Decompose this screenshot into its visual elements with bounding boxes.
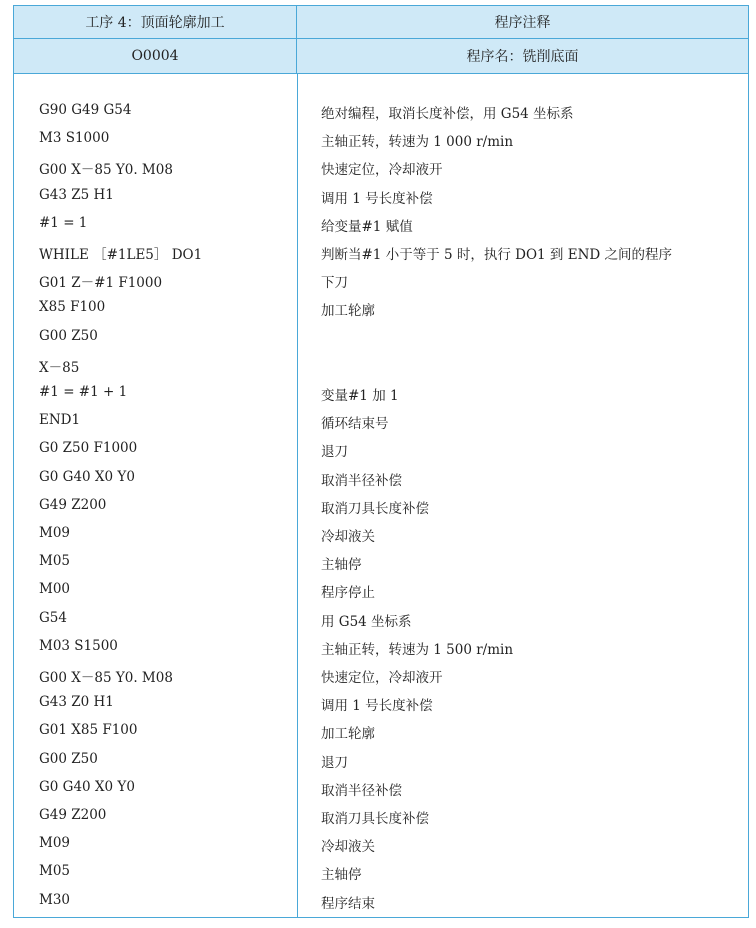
gcode-line: G49 Z200 — [39, 496, 107, 513]
step-title: 工序 4：顶面轮廓加工 — [14, 6, 297, 38]
table-row — [14, 632, 748, 660]
table-row — [14, 660, 748, 688]
code-comment: 冷却液关 — [321, 839, 375, 856]
table-row — [14, 378, 748, 406]
program-table — [13, 5, 749, 918]
code-comment: 退刀 — [321, 754, 348, 771]
table-row — [14, 96, 748, 124]
code-comment: 下刀 — [321, 275, 348, 292]
table-row — [14, 491, 748, 519]
gcode-line: M03 S1500 — [39, 637, 118, 654]
table-row — [14, 745, 748, 773]
table-row — [14, 152, 748, 180]
gcode-line: M00 — [39, 581, 71, 598]
code-comment: 调用 1 号长度补偿 — [321, 190, 433, 207]
notes-title: 程序注释 — [494, 15, 551, 31]
table-row — [14, 463, 748, 491]
gcode-line: G0 G40 X0 Y0 — [39, 778, 135, 795]
table-row — [14, 886, 748, 914]
table-row — [14, 857, 748, 885]
code-comment: 程序结束 — [321, 895, 375, 912]
gcode-line: #1 = #1 + 1 — [39, 384, 128, 400]
gcode-line: G0 Z50 F1000 — [39, 440, 138, 457]
code-comment: 循环结束号 — [321, 416, 389, 433]
gcode-line: G43 Z5 H1 — [39, 186, 114, 203]
gcode-line: G01 X85 F100 — [39, 722, 138, 739]
code-comment: 取消刀具长度补偿 — [321, 500, 429, 517]
program-name: 程序名：铣削底面 — [466, 49, 579, 65]
gcode-line: X－85 — [39, 359, 80, 376]
table-row — [14, 434, 748, 462]
program-number: O0004 — [14, 39, 297, 73]
table-row — [14, 604, 748, 632]
table-row — [14, 519, 748, 547]
table-row — [14, 406, 748, 434]
table-row — [14, 773, 748, 801]
table-row — [14, 124, 748, 152]
table-row — [14, 293, 748, 321]
code-comment: 加工轮廓 — [321, 726, 375, 743]
gcode-line: G49 Z200 — [39, 807, 107, 823]
table-row — [14, 575, 748, 603]
gcode-line: G00 Z50 — [39, 327, 98, 344]
code-comment: 主轴停 — [321, 867, 362, 884]
code-comment: 程序停止 — [321, 585, 375, 602]
table-row — [14, 829, 748, 857]
code-comment: 判断当#1 小于等于 5 时，执行 DO1 到 END 之间的程序 — [321, 247, 672, 263]
code-comment: 取消刀具长度补偿 — [321, 811, 429, 827]
code-comment: 变量#1 加 1 — [321, 388, 399, 404]
table-row — [14, 265, 748, 293]
code-comment: 主轴停 — [321, 557, 362, 574]
gcode-line: G00 X－85 Y0. M08 — [39, 670, 173, 686]
code-comment: 主轴正转，转速为 1 500 r/min — [321, 641, 514, 658]
gcode-line: M05 — [39, 553, 71, 570]
gcode-line: G01 Z－#1 F1000 — [39, 275, 163, 292]
code-comment: 绝对编程，取消长度补偿，用 G54 坐标系 — [321, 106, 574, 122]
gcode-line: END1 — [39, 412, 81, 429]
header-row-title — [14, 6, 748, 39]
gcode-line: M09 — [39, 835, 71, 852]
gcode-line: M3 S1000 — [39, 130, 110, 147]
gcode-line: G90 G49 G54 — [39, 102, 132, 118]
table-row — [14, 181, 748, 209]
code-comment: 用 G54 坐标系 — [321, 613, 412, 630]
code-comment: 快速定位，冷却液开 — [321, 162, 443, 179]
code-comment: 取消半径补偿 — [321, 782, 402, 799]
table-row — [14, 322, 748, 350]
code-comment: 冷却液关 — [321, 529, 375, 545]
table-row — [14, 350, 748, 378]
table-row — [14, 547, 748, 575]
gcode-line: M05 — [39, 863, 71, 880]
gcode-line: M09 — [39, 525, 71, 541]
gcode-line: #1 = 1 — [39, 214, 88, 231]
header-row-program — [14, 39, 748, 74]
gcode-line: G0 G40 X0 Y0 — [39, 468, 135, 485]
code-comment: 退刀 — [321, 444, 348, 461]
gcode-line: WHILE ［#1LE5］ DO1 — [39, 247, 203, 263]
gcode-line: G54 — [39, 609, 67, 626]
gcode-line: G00 X－85 Y0. M08 — [39, 162, 173, 179]
table-row — [14, 801, 748, 829]
table-row — [14, 688, 748, 716]
gcode-line: G00 Z50 — [39, 750, 98, 767]
code-comment: 取消半径补偿 — [321, 472, 402, 489]
code-comment: 快速定位，冷却液开 — [321, 670, 443, 686]
gcode-line: X85 F100 — [39, 299, 106, 316]
table-row — [14, 716, 748, 744]
code-comment: 调用 1 号长度补偿 — [321, 698, 433, 715]
gcode-line: M30 — [39, 891, 71, 908]
gcode-line: G43 Z0 H1 — [39, 694, 114, 711]
table-row — [14, 209, 748, 237]
code-comment: 加工轮廓 — [321, 303, 375, 320]
code-comment: 主轴正转，转速为 1 000 r/min — [321, 134, 514, 151]
table-row — [14, 237, 748, 265]
code-comment: 给变量#1 赋值 — [321, 218, 413, 235]
